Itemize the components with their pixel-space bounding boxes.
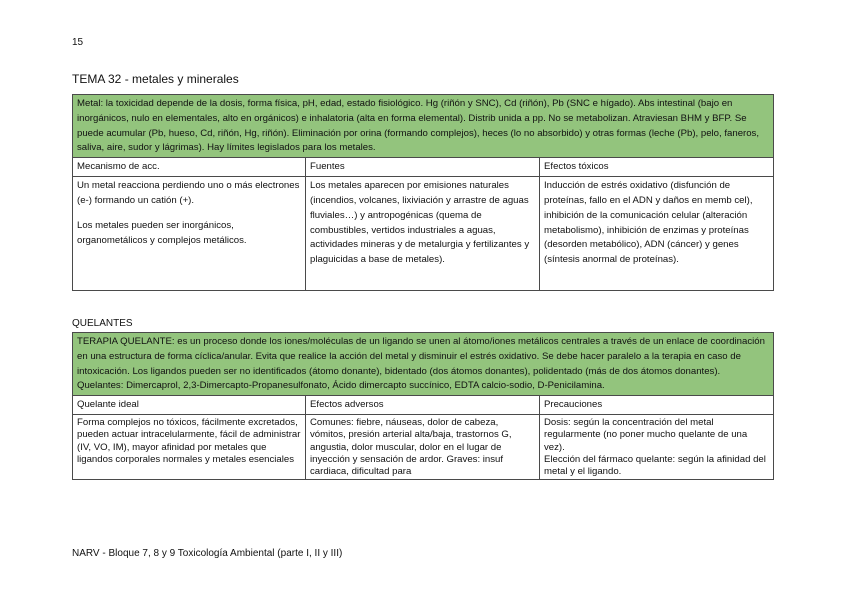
mecanismo-text-1: Un metal reacciona perdiendo uno o más electrones (e-) formando un catión (+). [77, 180, 300, 206]
precauciones-cell [540, 415, 774, 480]
fuentes-text: Los metales aparecen por emisiones naturales (incendios, volcanes, lixiviación y arrastre de aguas fluviales…) y antropogénicas (quema de combustibles, vertidos industriales a aguas, actividades mineras y de metalurgia y fertilizantes y plaguicidas a base de metales). [310, 180, 530, 266]
header-efectos-adversos: Efectos adversos [306, 396, 540, 415]
header-fuentes: Fuentes [306, 158, 540, 177]
fuentes-cell [306, 177, 540, 291]
adversos-cell [306, 415, 540, 480]
adversos-text: Comunes: fiebre, náuseas, dolor de cabeza, vómitos, presión arterial alta/baja, trastornos G, angustia, dolor muscular, dolor en el lugar de inyección y sensación de ardor. Graves: insuf cardiaca, dificultad para [310, 417, 512, 477]
header-efectos: Efectos tóxicos [540, 158, 774, 177]
metal-intro-text: Metal: la toxicidad depende de la dosis, forma física, pH, edad, estado fisiológico. Hg (riñón y SNC), Cd (riñón), Pb (SNC e hígado). Abs intestinal (bajo en inorgánicos, nulo en elementales, alto en orgánicos) e inhalatoria (alta en forma elemental). Distrib unida a pp. No se metabolizan. Atraviesan BHM y BFP. Se puede acumular (Pb, hueso, Cd, riñón, Hg, riñón). Eliminación por orina (formando complejos), heces (lo no absorbido) y otras formas (leche (Pb), pelo, faneros, saliva, aire, sudor y lágrimas). Hay límites legislados para los metales. [77, 98, 760, 154]
terapia-intro-cell [73, 333, 774, 396]
header-mecanismo: Mecanismo de acc. [73, 158, 306, 177]
section-quelantes: QUELANTES [72, 318, 133, 329]
mecanismo-cell [73, 177, 306, 291]
page-footer: NARV - Bloque 7, 8 y 9 Toxicología Ambiental (parte I, II y III) [72, 548, 343, 559]
metal-intro-cell [73, 95, 774, 158]
precauciones-text-2: Elección del fármaco quelante: según la afinidad del metal y el ligando. [544, 453, 766, 477]
efectos-text: Inducción de estrés oxidativo (disfunción de proteínas, fallo en el ADN y daños en memb cel), inhibición de la comunicación celular (alteración metabolismo), inhibición de enzimas y proteínas (desorden metabólico), ADN (cáncer) y genes (síntesis anormal de proteínas). [544, 180, 753, 266]
terapia-intro-text: TERAPIA QUELANTE: es un proceso donde los iones/moléculas de un ligando se unen al átomo/iones metálicos centrales a través de un enlace de coordinación en una estructura de forma cíclica/anular. Evita que realice la acción del metal y disminuir el estrés oxidativo. Se debe hacer paralelo a la terapia en caso de intoxicación. Los ligandos pueden ser no identificados (átomo donante), bidentado (dos átomos donantes), polidentado (más de dos átomos donantes). Quelantes: Dimercaprol, 2,3-Dimercapto-Propanesulfonato, Ácido dimercapto succínico, EDTA calcio-sodio, D-Penicilamina. [77, 336, 765, 392]
metals-table [72, 94, 774, 291]
ideal-cell [73, 415, 306, 480]
quelantes-table [72, 332, 774, 480]
header-quelante-ideal: Quelante ideal [73, 396, 306, 415]
ideal-text: Forma complejos no tóxicos, fácilmente excretados, pueden actuar intracelularmente, fácil de administrar (IV, VO, IM), mayor afinidad por metales que ligandos corporales normales y metales esenciales [77, 417, 301, 465]
precauciones-text-1: Dosis: según la concentración del metal regularmente (no poner mucho quelante de una vez). [544, 417, 748, 453]
mecanismo-text-2: Los metales pueden ser inorgánicos, organometálicos y complejos metálicos. [77, 219, 247, 246]
page-title: TEMA 32 - metales y minerales [72, 72, 239, 86]
efectos-cell [540, 177, 774, 291]
page-number: 15 [72, 37, 84, 48]
header-precauciones: Precauciones [540, 396, 774, 415]
